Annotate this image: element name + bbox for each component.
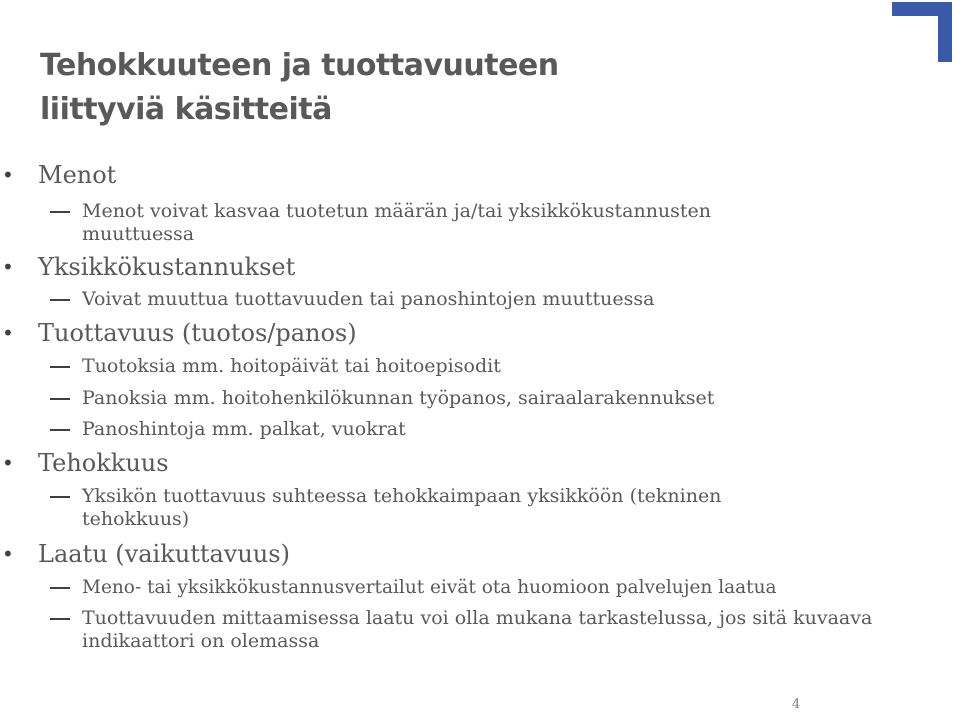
- dash-icon: [50, 211, 70, 213]
- sub-bullet-item: [82, 576, 942, 599]
- sub-bullet-text: Yksikön tuottavuus suhteessa tehokkaimpaan yksikköön (tekninen tehokkuus): [82, 485, 722, 530]
- sub-bullet-item: [82, 607, 902, 653]
- bullet-dot-icon: •: [2, 163, 14, 187]
- bullet-dot-icon: •: [2, 542, 14, 566]
- sub-bullet-text: Voivat muuttua tuottavuuden tai panoshintojen muuttuessa: [82, 288, 655, 310]
- slide-title-line-1: Tehokkuuteen ja tuottavuuteen: [40, 48, 559, 83]
- sub-bullet-text: Menot voivat kasvaa tuotetun määrän ja/tai yksikkökustannusten muuttuessa: [82, 200, 712, 245]
- dash-icon: [50, 587, 70, 589]
- bullet-text: Menot: [38, 161, 117, 189]
- bullet-text: Tehokkuus: [38, 449, 169, 477]
- bullet-text: Tuottavuus (tuotos/panos): [38, 319, 357, 347]
- sub-bullet-item: [82, 355, 882, 378]
- sub-bullet-item: [82, 485, 822, 531]
- bullet-item: [2, 539, 918, 569]
- page-number: 4: [792, 697, 801, 712]
- bullet-item: [2, 448, 918, 478]
- dash-icon: [50, 429, 70, 431]
- bullet-dot-icon: •: [2, 451, 14, 475]
- dash-icon: [50, 398, 70, 400]
- sub-bullet-item: [82, 387, 882, 410]
- sub-bullet-text: Meno- tai yksikkökustannusvertailut eivät ota huomioon palvelujen laatua: [82, 577, 777, 598]
- slide-title-line-2: liittyviä käsitteitä: [40, 92, 332, 127]
- dash-icon: [50, 299, 70, 301]
- bullet-dot-icon: •: [2, 255, 14, 279]
- dash-icon: [50, 496, 70, 498]
- bullet-text: Laatu (vaikuttavuus): [38, 540, 290, 568]
- dash-icon: [50, 366, 70, 368]
- bullet-text: Yksikkökustannukset: [38, 253, 296, 281]
- sub-bullet-text: Panoshintoja mm. palkat, vuokrat: [82, 418, 406, 440]
- sub-bullet-item: [82, 418, 882, 441]
- dash-icon: [50, 618, 70, 620]
- bullet-item: [2, 252, 918, 282]
- bullet-item: [2, 160, 918, 190]
- bullet-item: [2, 318, 918, 348]
- sub-bullet-text: Panoksia mm. hoitohenkilökunnan työpanos, sairaalarakennukset: [82, 387, 715, 409]
- sub-bullet-item: [82, 288, 882, 311]
- sub-bullet-text: Tuotoksia mm. hoitopäivät tai hoitoepisodit: [82, 355, 501, 377]
- sub-bullet-text: Tuottavuuden mittaamisessa laatu voi olla mukana tarkastelussa, jos sitä kuvaava indikaattori on olemassa: [82, 607, 873, 652]
- sub-bullet-item: [82, 200, 802, 246]
- bullet-dot-icon: •: [2, 321, 14, 345]
